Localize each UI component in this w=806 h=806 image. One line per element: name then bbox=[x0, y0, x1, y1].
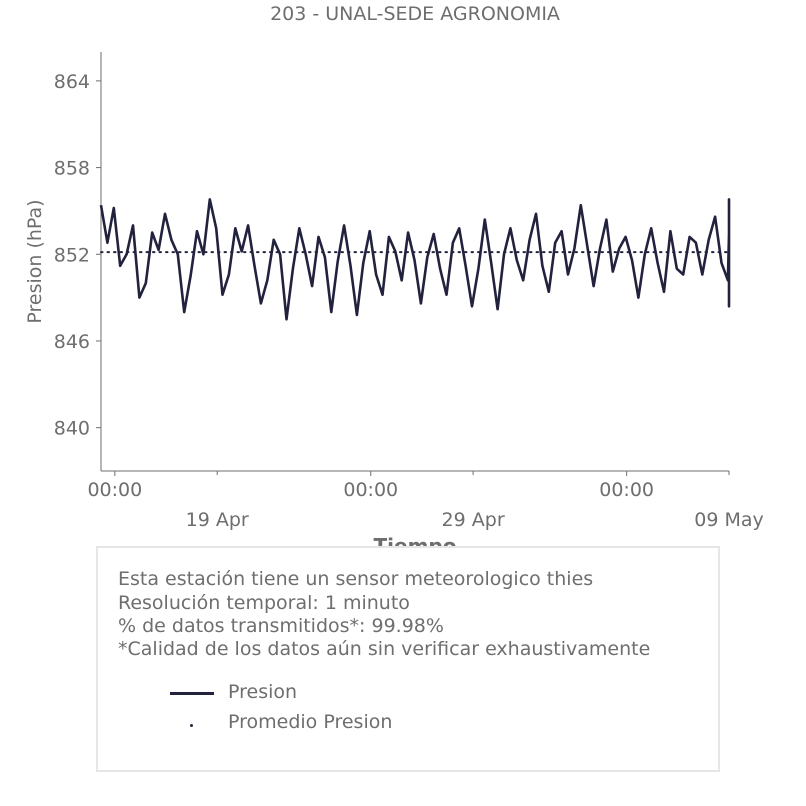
info-line-sensor: Esta estación tiene un sensor meteorologico thies bbox=[118, 568, 594, 590]
x-tick-label: 00:00 bbox=[343, 479, 399, 501]
series-line-presion bbox=[101, 199, 729, 319]
x-tick-label: 00:00 bbox=[599, 479, 655, 501]
y-tick-label: 840 bbox=[53, 417, 90, 440]
x-date-label: 19 Apr bbox=[185, 509, 249, 531]
x-date-label: 29 Apr bbox=[441, 509, 505, 531]
x-tick-label: 00:00 bbox=[87, 479, 143, 501]
legend-label-promedio: Promedio Presion bbox=[228, 711, 393, 733]
info-line-resolution: Resolución temporal: 1 minuto bbox=[118, 592, 410, 614]
info-panel bbox=[96, 546, 720, 772]
info-line-quality-note: *Calidad de los datos aún sin verificar exhaustivamente bbox=[118, 638, 651, 660]
legend-line-marker bbox=[170, 692, 214, 695]
legend-label-presion: Presion bbox=[228, 681, 298, 703]
y-tick-label: 864 bbox=[53, 70, 90, 93]
y-tick-label: 858 bbox=[53, 157, 90, 180]
chart-title: 203 - UNAL-SEDE AGRONOMIA bbox=[270, 3, 560, 25]
y-axis-label: Presion (hPa) bbox=[24, 199, 46, 324]
y-tick-label: 846 bbox=[53, 330, 90, 353]
y-tick-label: 852 bbox=[53, 244, 90, 267]
x-date-label: 09 May bbox=[694, 509, 764, 531]
legend-dot-marker bbox=[190, 724, 193, 727]
info-line-transmitted: % de datos transmitidos*: 99.98% bbox=[118, 615, 444, 637]
